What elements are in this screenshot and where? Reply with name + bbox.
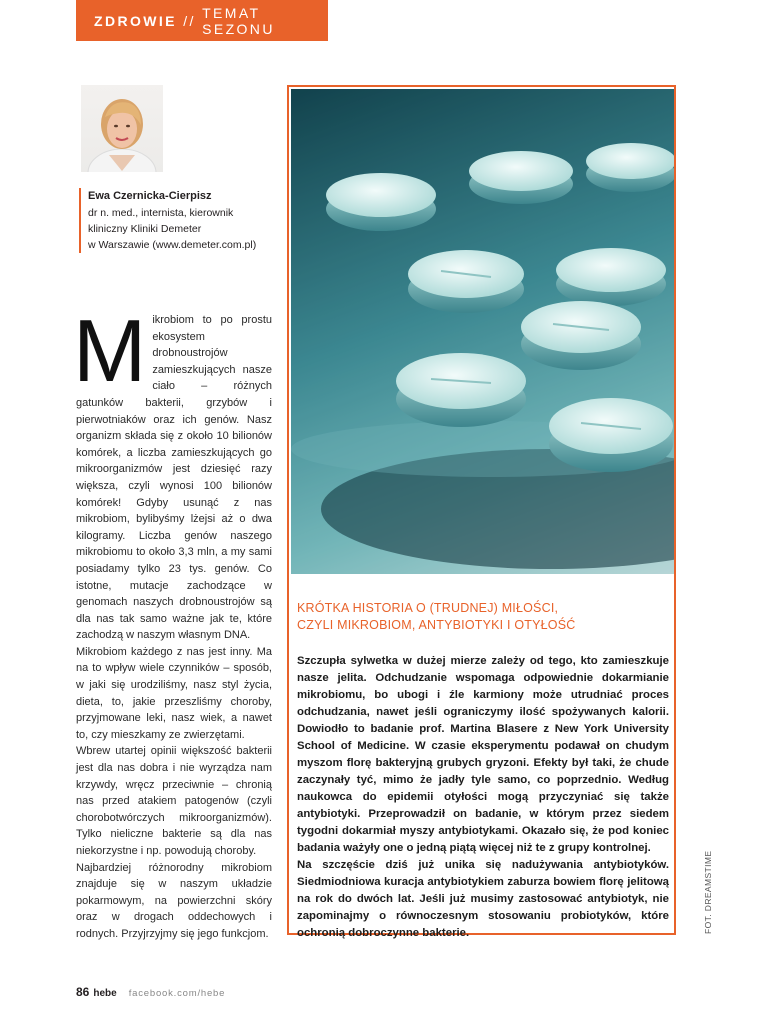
sidebar-title-line: KRÓTKA HISTORIA O (TRUDNEJ) MIŁOŚCI, — [297, 601, 559, 615]
magazine-name: hebe — [93, 988, 117, 999]
page-footer — [76, 985, 225, 999]
article-column — [73, 301, 272, 943]
photo-credit: FOT. DREAMSTIME — [703, 850, 713, 934]
author-portrait — [81, 85, 163, 172]
pills-illustration — [291, 89, 674, 574]
section-separator: // — [183, 12, 196, 29]
page-number: 86 — [76, 985, 90, 999]
author-name: Ewa Czernicka-Cierpisz — [88, 190, 212, 202]
sidebar-paragraph: Na szczęście dziś już unika się nadużywania antybiotyków. Siedmiodniowa kuracja antybiotykiem zaburza bowiem florę jelitową na rok do dwóch lat. Jeśli już musimy zastosować antybiotyk, nie zapominajmy o równoczesnym stosowaniu probiotyków, które ochronią dobroczynne bakterie. — [297, 859, 669, 939]
section-label: ZDROWIE — [94, 12, 177, 29]
sidebar-box — [287, 85, 676, 939]
sidebar-paragraph: Szczupła sylwetka w dużej mierze zależy od tego, kto zamieszkuje nasze jelita. Odchudzanie wspomaga odpowiednie dokarmianie mikrobiomu, bo ubogi i źle karmiony może utrudniać proces odchudzania, nawet jeśli ograniczymy ilość spożywanych kalorii. Dowiodło to badanie prof. Martina Blasere z New York University School of Medicine. W czasie eksperymentu podawał on chudym myszom florę bakteryjną grubych gryzoni. Efekty był taki, że chude zaczynały tyć, mimo że jadły tyle samo, co poprzednio. Według naukowca do epidemii otyłości mogą przyczyniać się także antybiotyki. Przeprowadził on badanie, w którym przez siedem tygodni dokarmiał myszy antybiotykami. Okazało się, że pod koniec badania ważyły one o jedną piątą więcej niż te z grupy kontrolnej. — [297, 655, 669, 854]
section-tag — [76, 0, 328, 41]
sidebar-title — [297, 600, 667, 634]
section-topic: TEMAT SEZONU — [202, 4, 275, 37]
article-paragraph: Wbrew utartej opinii większość bakterii jest dla nas dobra i nie wyrządza nam krzywdy, wręcz przeciwnie – chronią nas przed atakiem patogenów (czyli chorobotwórczych mikroorganizmów). Tylko nieliczne bakterie są dla nas niekorzystne i np. powodują choroby. — [76, 745, 272, 857]
facebook-link[interactable]: facebook.com/hebe — [128, 988, 226, 999]
pills-photo — [291, 89, 674, 574]
article-paragraph: Mikrobiom to po prostu ekosystem drobnoustrojów zamieszkujących nasze ciało – różnych gatunków bakterii, grzybów i pierwotniaków oraz ich genów. Nasz organizm składa się z około 10 bilionów komórek, a liczba zamieszkujących go mikroorganizmów jest dziesięć razy większa, czyli wynosi 100 bilionów komórek! Gdyby usunąć z nas mikrobiom, bylibyśmy lżejsi aż o dwa kilogramy. Liczba genów naszego mikrobiomu to około 3,3 mln, a my sami posiadamy tylko 23 tys. genów. Co istotne, mutacje zachodzące w genomach naszych drobnoustrojów są dla nas tak samo ważne jak te, które zachodzą w naszym własnym DNA. — [73, 301, 272, 642]
drop-cap: M — [73, 301, 147, 400]
sidebar-title-line: CZYLI MIKROBIOM, ANTYBIOTYKI I OTYŁOŚĆ — [297, 618, 576, 632]
article-paragraph: Mikrobiom każdego z nas jest inny. Ma na to wpływ wiele czynników – sposób, w jaki się urodziliśmy, nasz styl życia, dieta, to, jakie przeszliśmy choroby, przyjmowane leki, nasz wiek, a nawet to, czy mieszkamy ze zwierzętami. — [76, 645, 272, 741]
author-bio-line: w Warszawie (www.demeter.com.pl) — [88, 239, 257, 251]
author-block — [79, 188, 288, 253]
author-photo — [81, 85, 163, 172]
sidebar-body — [297, 653, 669, 942]
article-paragraph: Najbardziej różnorodny mikrobiom znajduje się w naszym układzie pokarmowym, na powierzchni skóry oraz w drogach oddechowych i rodnych. Przyjrzyjmy się jego funkcjom. — [76, 861, 272, 940]
author-bio-line: dr n. med., internista, kierownik — [88, 207, 234, 219]
author-bio-line: kliniczny Kliniki Demeter — [88, 223, 202, 235]
